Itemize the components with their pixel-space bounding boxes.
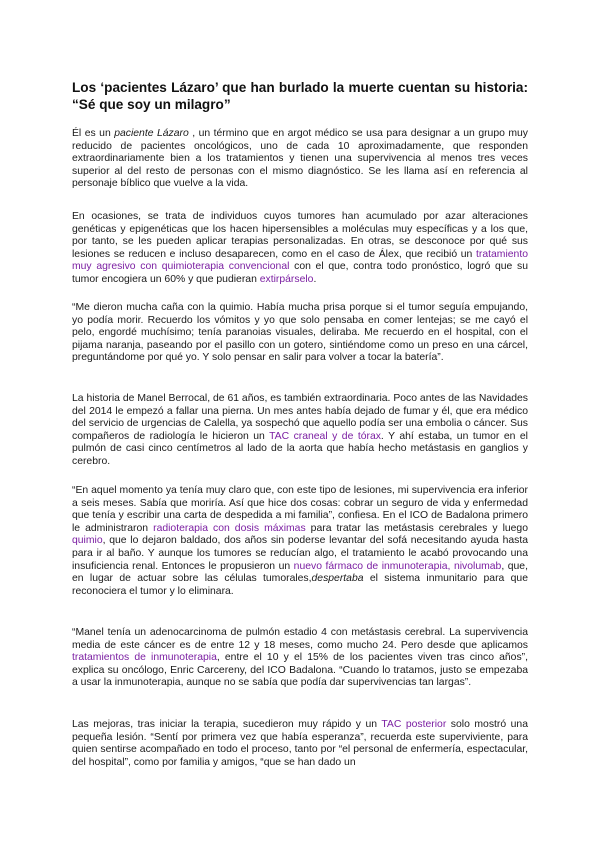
link-tac-craneal[interactable]: TAC craneal y de tórax xyxy=(269,430,381,442)
paragraph-1-text-continued: , un término que en argot médico se usa para designar a un grupo muy reducido de pacientes oncológicos, uno de cada 10 aproximadamente, que responden extraordinariamente bien a los tratamientos y tienen una supervivencia al menos tres veces superior al del resto de personas con el mismo diagnóstico. Se les llama así en referencia al personaje bíblico que vuelve a la vida. xyxy=(72,128,528,190)
paragraph-2 xyxy=(72,211,528,287)
paragraph-7-text: Las mejoras, tras iniciar la terapia, sucedieron muy rápido y un xyxy=(72,719,382,730)
paragraph-3-quote: “Me dieron mucha caña con la quimio. Había mucha prisa porque si el tumor seguía empujando, yo podía morir. Recuerdo los vómitos y yo que solo pensaba en comer lentejas; se me cayó el pelo, engordé muchísimo; tenía paranoias visuales, deliraba. Me recuerdo en el hospital, con el pijama naranja, paseando por el pasillo con un gotero, sintiéndome como un preso en una cárcel, preguntándome por qué yo. Y solo pensar en salir para volver a tocar la batería”. xyxy=(72,302,528,364)
paragraph-7-text-continued: solo mostró una pequeña lesión. “Sentí por primera vez que había esperanza”, recuerda este superviviente, para quien sentirse acompañado en todo el proceso, tanto por “el personal de enfermería, espectacular, del hospital”, como por familia y amigos, “que se han dado un xyxy=(72,719,528,768)
paragraph-2-text-continued: con el que, contra todo pronóstico, logró que su tumor encogiera un 60% y que pudieran xyxy=(72,261,528,285)
link-quimio[interactable]: quimio xyxy=(72,535,103,547)
paragraph-5 xyxy=(72,485,528,598)
paragraph-6-text: “Manel tenía un adenocarcinoma de pulmón estadio 4 con metástasis cerebral. La supervivencia media de este cáncer es de entre 12 y 18 meses, como mucho 24. Pero desde que aplicamos xyxy=(72,627,528,651)
link-extirparselo[interactable]: extirpárselo xyxy=(259,273,314,285)
link-inmunoterapia[interactable]: tratamientos de inmunoterapia xyxy=(72,652,217,664)
paragraph-4 xyxy=(72,393,528,469)
article-title: Los ‘pacientes Lázaro’ que han burlado la muerte cuentan su historia: “Sé que soy un milagro” xyxy=(72,80,528,112)
paragraph-2-text-end: . xyxy=(313,273,317,285)
paragraph-1-text: Él es un xyxy=(72,128,115,139)
link-tac-posterior[interactable]: TAC posterior xyxy=(381,719,447,730)
paciente-lazaro-term: paciente Lázaro xyxy=(114,128,189,139)
link-tratamiento-quimioterapia[interactable]: tratamiento muy agresivo con quimioterapia convencional xyxy=(72,248,528,273)
paragraph-6 xyxy=(72,627,528,690)
despertaba-term: despertaba xyxy=(311,573,364,585)
paragraph-4-text-continued: . Y ahí estaba, un tumor en el pulmón de casi cinco centímetros al lado de la aorta que había hecho metástasis en ganglios y cerebro. xyxy=(72,430,528,467)
link-nivolumab[interactable]: nuevo fármaco de inmunoterapia, nivolumab xyxy=(293,560,502,572)
paragraph-5-text: “En aquel momento ya tenía muy claro que, con este tipo de lesiones, mi supervivencia era inferior a seis meses. Sabía que moriría. Así que hice dos cosas: cobrar un seguro de vida y enfermedad que tenía y escribir una carta de despedida a mi familia”, confiesa. En el ICO de Badalona primero le administraron xyxy=(72,485,528,534)
paragraph-5-text-4: , que, en lugar de actuar sobre las células tumorales, xyxy=(72,560,528,585)
paragraph-5-text-3: , que lo dejaron baldado, dos años sin poderse levantar del sofá necesitando ayuda hasta para ir al baño. Y aunque los tumores se reducían algo, el tratamiento le acabó provocando una insuficiencia renal. Entonces le propusieron un xyxy=(72,535,528,572)
paragraph-4-text: La historia de Manel Berrocal, de 61 años, es también extraordinaria. Poco antes de las Navidades del 2014 le empezó a fallar una pierna. Un mes antes había dejado de fumar y él, que era médico del servicio de urgencias de Calella, ya sospechó que aquello podía ser una embolia o cáncer. Sus compañeros de radiología le hicieron un xyxy=(72,393,528,442)
paragraph-6-text-continued: , entre el 10 y el 15% de los pacientes viven tras cinco años”, explica su oncólogo, Enric Carcereny, del ICO Badalona. “Cuando lo tratamos, justo se empezaba a usar la inmunoterapia, aunque no se sabía que podía dar supervivencias tan largas”. xyxy=(72,652,528,689)
paragraph-5-text-2: para tratar las metástasis cerebrales y luego xyxy=(305,522,528,534)
link-radioterapia[interactable]: radioterapia con dosis máximas xyxy=(153,522,306,534)
paragraph-5-text-end: el sistema inmunitario para que reconociera el tumor y lo eliminara. xyxy=(72,573,528,597)
paragraph-2-text: En ocasiones, se trata de individuos cuyos tumores han acumulado por azar alteraciones genéticas y epigenéticas que los hacen hipersensibles a moléculas muy específicas y a los que, por tanto, se les pueden aplicar terapias personalizadas. En otras, se desconoce por qué sus lesiones se reducen e incluso desaparecen, como en el caso de Álex, que recibió un xyxy=(72,211,528,260)
paragraph-7 xyxy=(72,719,528,769)
paragraph-1 xyxy=(72,128,528,191)
